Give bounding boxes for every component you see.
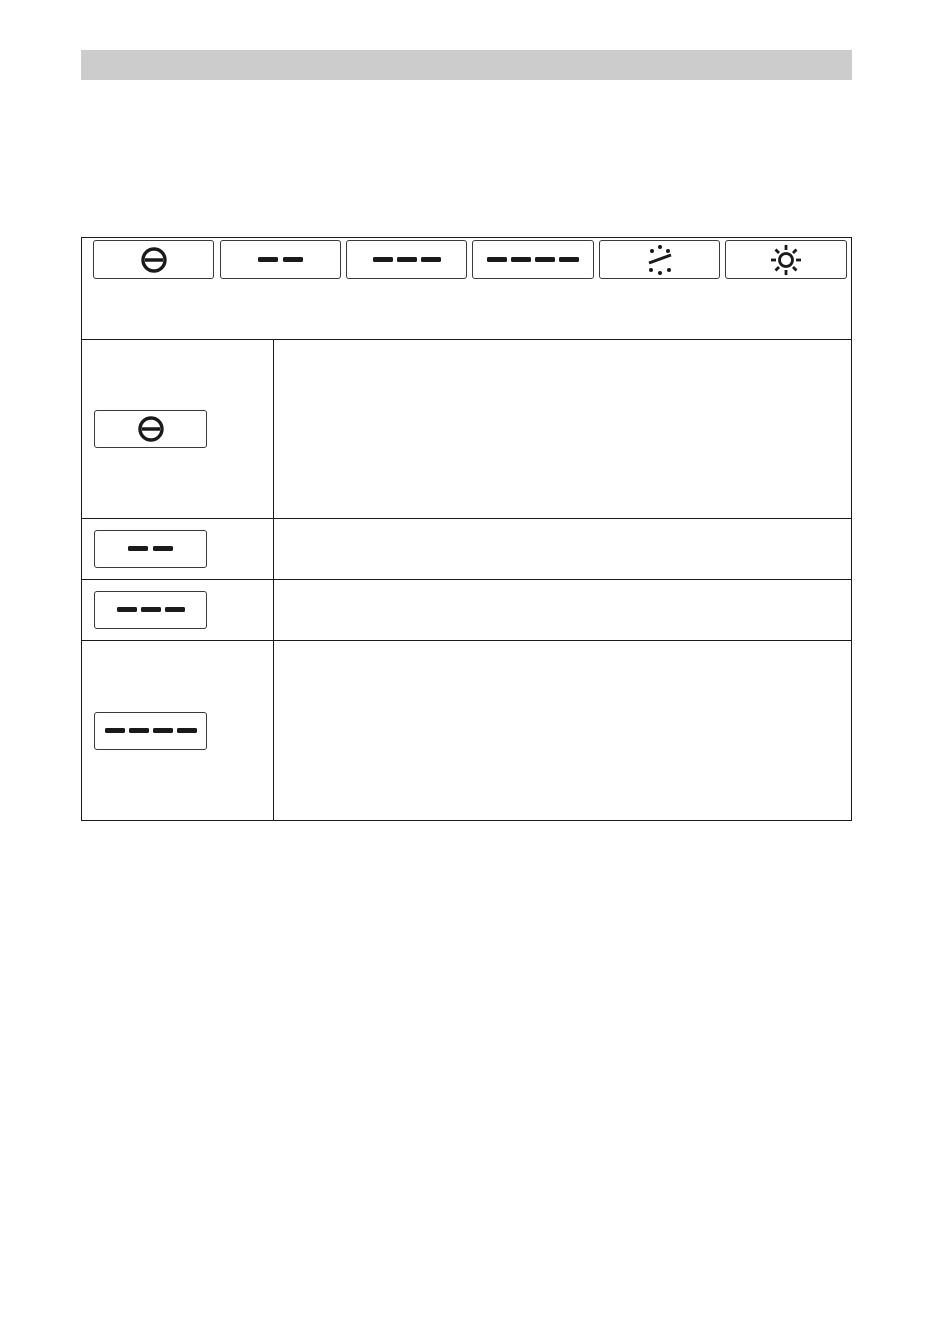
speed-2-key (94, 591, 207, 629)
table-row-speed-3 (82, 641, 851, 820)
description-cell (274, 641, 851, 820)
section-header-bar (81, 50, 852, 80)
icon-cell (82, 580, 274, 640)
description-cell (274, 339, 851, 518)
icon-cell (82, 641, 274, 820)
speed-3-key (94, 712, 207, 750)
light-sun-icon (769, 243, 803, 277)
control-button-row (82, 238, 851, 340)
description-cell (274, 580, 851, 640)
speed-2-button[interactable] (346, 240, 467, 279)
icon-cell (82, 519, 274, 579)
table-row-speed-1 (82, 519, 851, 580)
description-cell (274, 519, 851, 579)
speed-3-button[interactable] (472, 240, 594, 279)
timer-delay-icon (642, 243, 678, 277)
circle-minus-icon (139, 245, 169, 275)
control-panel-table (81, 237, 852, 821)
light-button[interactable] (725, 240, 847, 279)
four-dash-icon (485, 255, 581, 265)
timer-button[interactable] (599, 240, 720, 279)
table-row-speed-2 (82, 580, 851, 641)
two-dash-icon (126, 544, 176, 554)
icon-cell (82, 339, 274, 518)
two-dash-icon (256, 255, 306, 265)
power-off-key (94, 410, 207, 448)
table-row-power-off (82, 339, 851, 519)
speed-1-key (94, 530, 207, 568)
three-dash-icon (115, 605, 187, 615)
speed-1-button[interactable] (220, 240, 341, 279)
three-dash-icon (371, 255, 443, 265)
four-dash-icon (103, 726, 199, 736)
circle-minus-icon (136, 414, 166, 444)
power-off-button[interactable] (93, 240, 214, 279)
